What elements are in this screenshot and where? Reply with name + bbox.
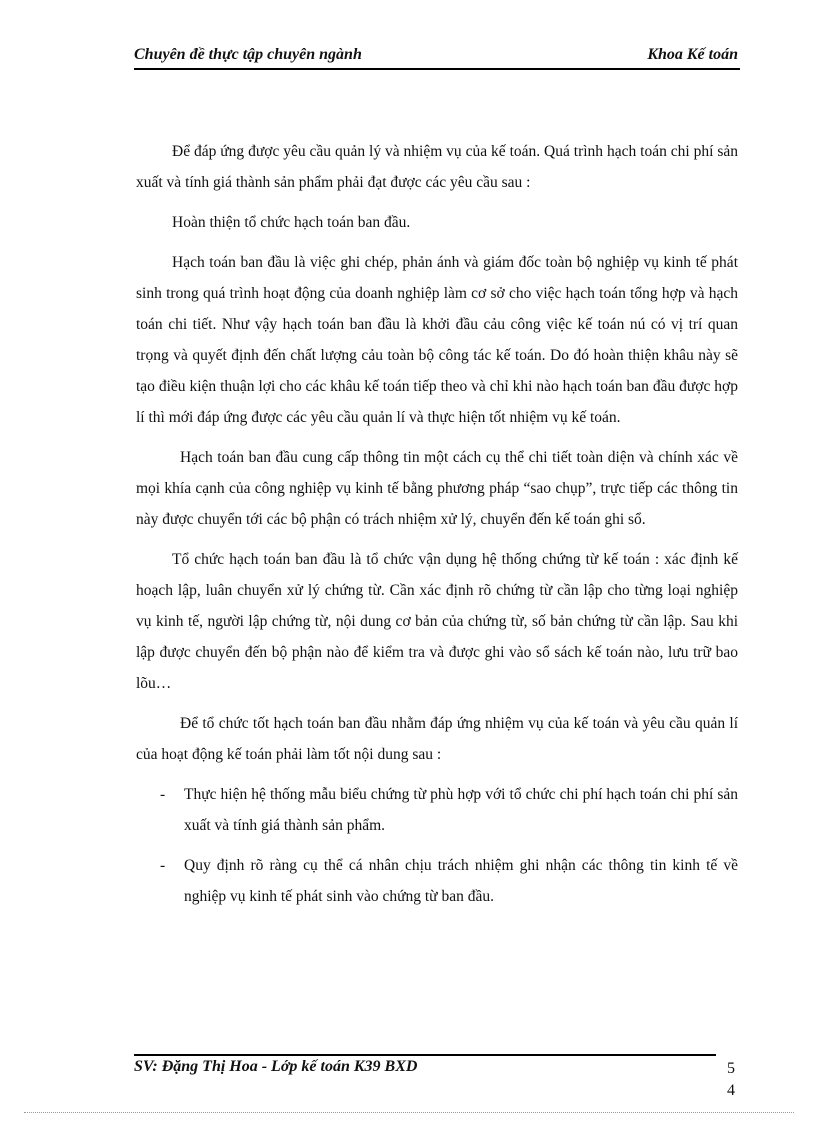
bullet-text: Thực hiện hệ thống mẫu biểu chứng từ phù hợp với tổ chức chi phí hạch toán chi phí sản xuất và tính giá thành sản phẩm.	[184, 786, 738, 834]
bullet-text: Quy định rõ ràng cụ thể cá nhân chịu trách nhiệm ghi nhận các thông tin kinh tế về nghiệp vụ kinh tế phát sinh vào chứng từ ban đầu.	[184, 857, 738, 905]
page-bottom-border	[24, 1112, 794, 1113]
page-number-line2: 4	[727, 1082, 735, 1099]
page-number-line1: 5	[727, 1060, 735, 1077]
paragraph: Để đáp ứng được yêu cầu quản lý và nhiệm vụ của kế toán. Quá trình hạch toán chi phí sản xuất và tính giá thành sản phẩm phải đạt được các yêu cầu sau :	[136, 143, 738, 191]
paragraph-heading: Hoàn thiện tổ chức hạch toán ban đầu.	[172, 214, 411, 231]
paragraph: Để tổ chức tốt hạch toán ban đầu nhằm đáp ứng nhiệm vụ của kế toán và yêu cầu quản lí của hoạt động kế toán phải làm tốt nội dung sau :	[136, 715, 738, 763]
paragraph: Hạch toán ban đầu là việc ghi chép, phản ánh và giám đốc toàn bộ nghiệp vụ kinh tế phát sinh trong quá trình hoạt động của doanh nghiệp làm cơ sở cho việc hạch toán tổng hợp và hạch toán chi tiết. Như vậy hạch toán ban đầu là khởi đầu cảu công việc kế toán nú có vị trí quan trọng và quyết định đến chất lượng cảu toàn bộ công tác kế toán. Do đó hoàn thiện khâu này sẽ tạo điều kiện thuận lợi cho các khâu kế toán tiếp theo và chỉ khi nào hạch toán ban đầu được hợp lí thì mới đáp ứng được các yêu cầu quản lí và thực hiện tốt nhiệm vụ kế toán.	[136, 254, 738, 426]
bullet-item	[136, 779, 738, 841]
document-body	[136, 136, 738, 921]
page-header	[134, 44, 740, 70]
bullet-item	[136, 850, 738, 912]
bullet-marker: -	[160, 786, 166, 803]
footer-student-info: SV: Đặng Thị Hoa - Lớp kế toán K39 BXD	[134, 1058, 418, 1075]
header-course-title: Chuyên đề thực tập chuyên ngành	[134, 46, 362, 63]
header-department: Khoa Kế toán	[647, 46, 738, 63]
page-number	[724, 1058, 738, 1102]
bullet-marker: -	[160, 857, 166, 874]
paragraph: Hạch toán ban đầu cung cấp thông tin một cách cụ thể chi tiết toàn diện và chính xác về mọi khía cạnh của công nghiệp vụ kinh tế bằng phương pháp “sao chụp”, trực tiếp các thông tin này được chuyển tới các bộ phận có trách nhiệm xử lý, chuyển đến kế toán ghi sổ.	[136, 449, 738, 528]
paragraph: Tổ chức hạch toán ban đầu là tổ chức vận dụng hệ thống chứng từ kế toán : xác định kế hoạch lập, luân chuyển xử lý chứng từ. Cần xác định rõ chứng từ cần lập cho từng loại nghiệp vụ kinh tế, người lập chứng từ, nội dung cơ bản của chứng từ, số bản chứng từ cần lập. Sau khi lập được chuyển đến bộ phận nào để kiểm tra và được ghi vào sổ sách kế toán nào, lưu trữ bao lõu…	[136, 551, 738, 692]
footer-rule	[134, 1054, 716, 1056]
